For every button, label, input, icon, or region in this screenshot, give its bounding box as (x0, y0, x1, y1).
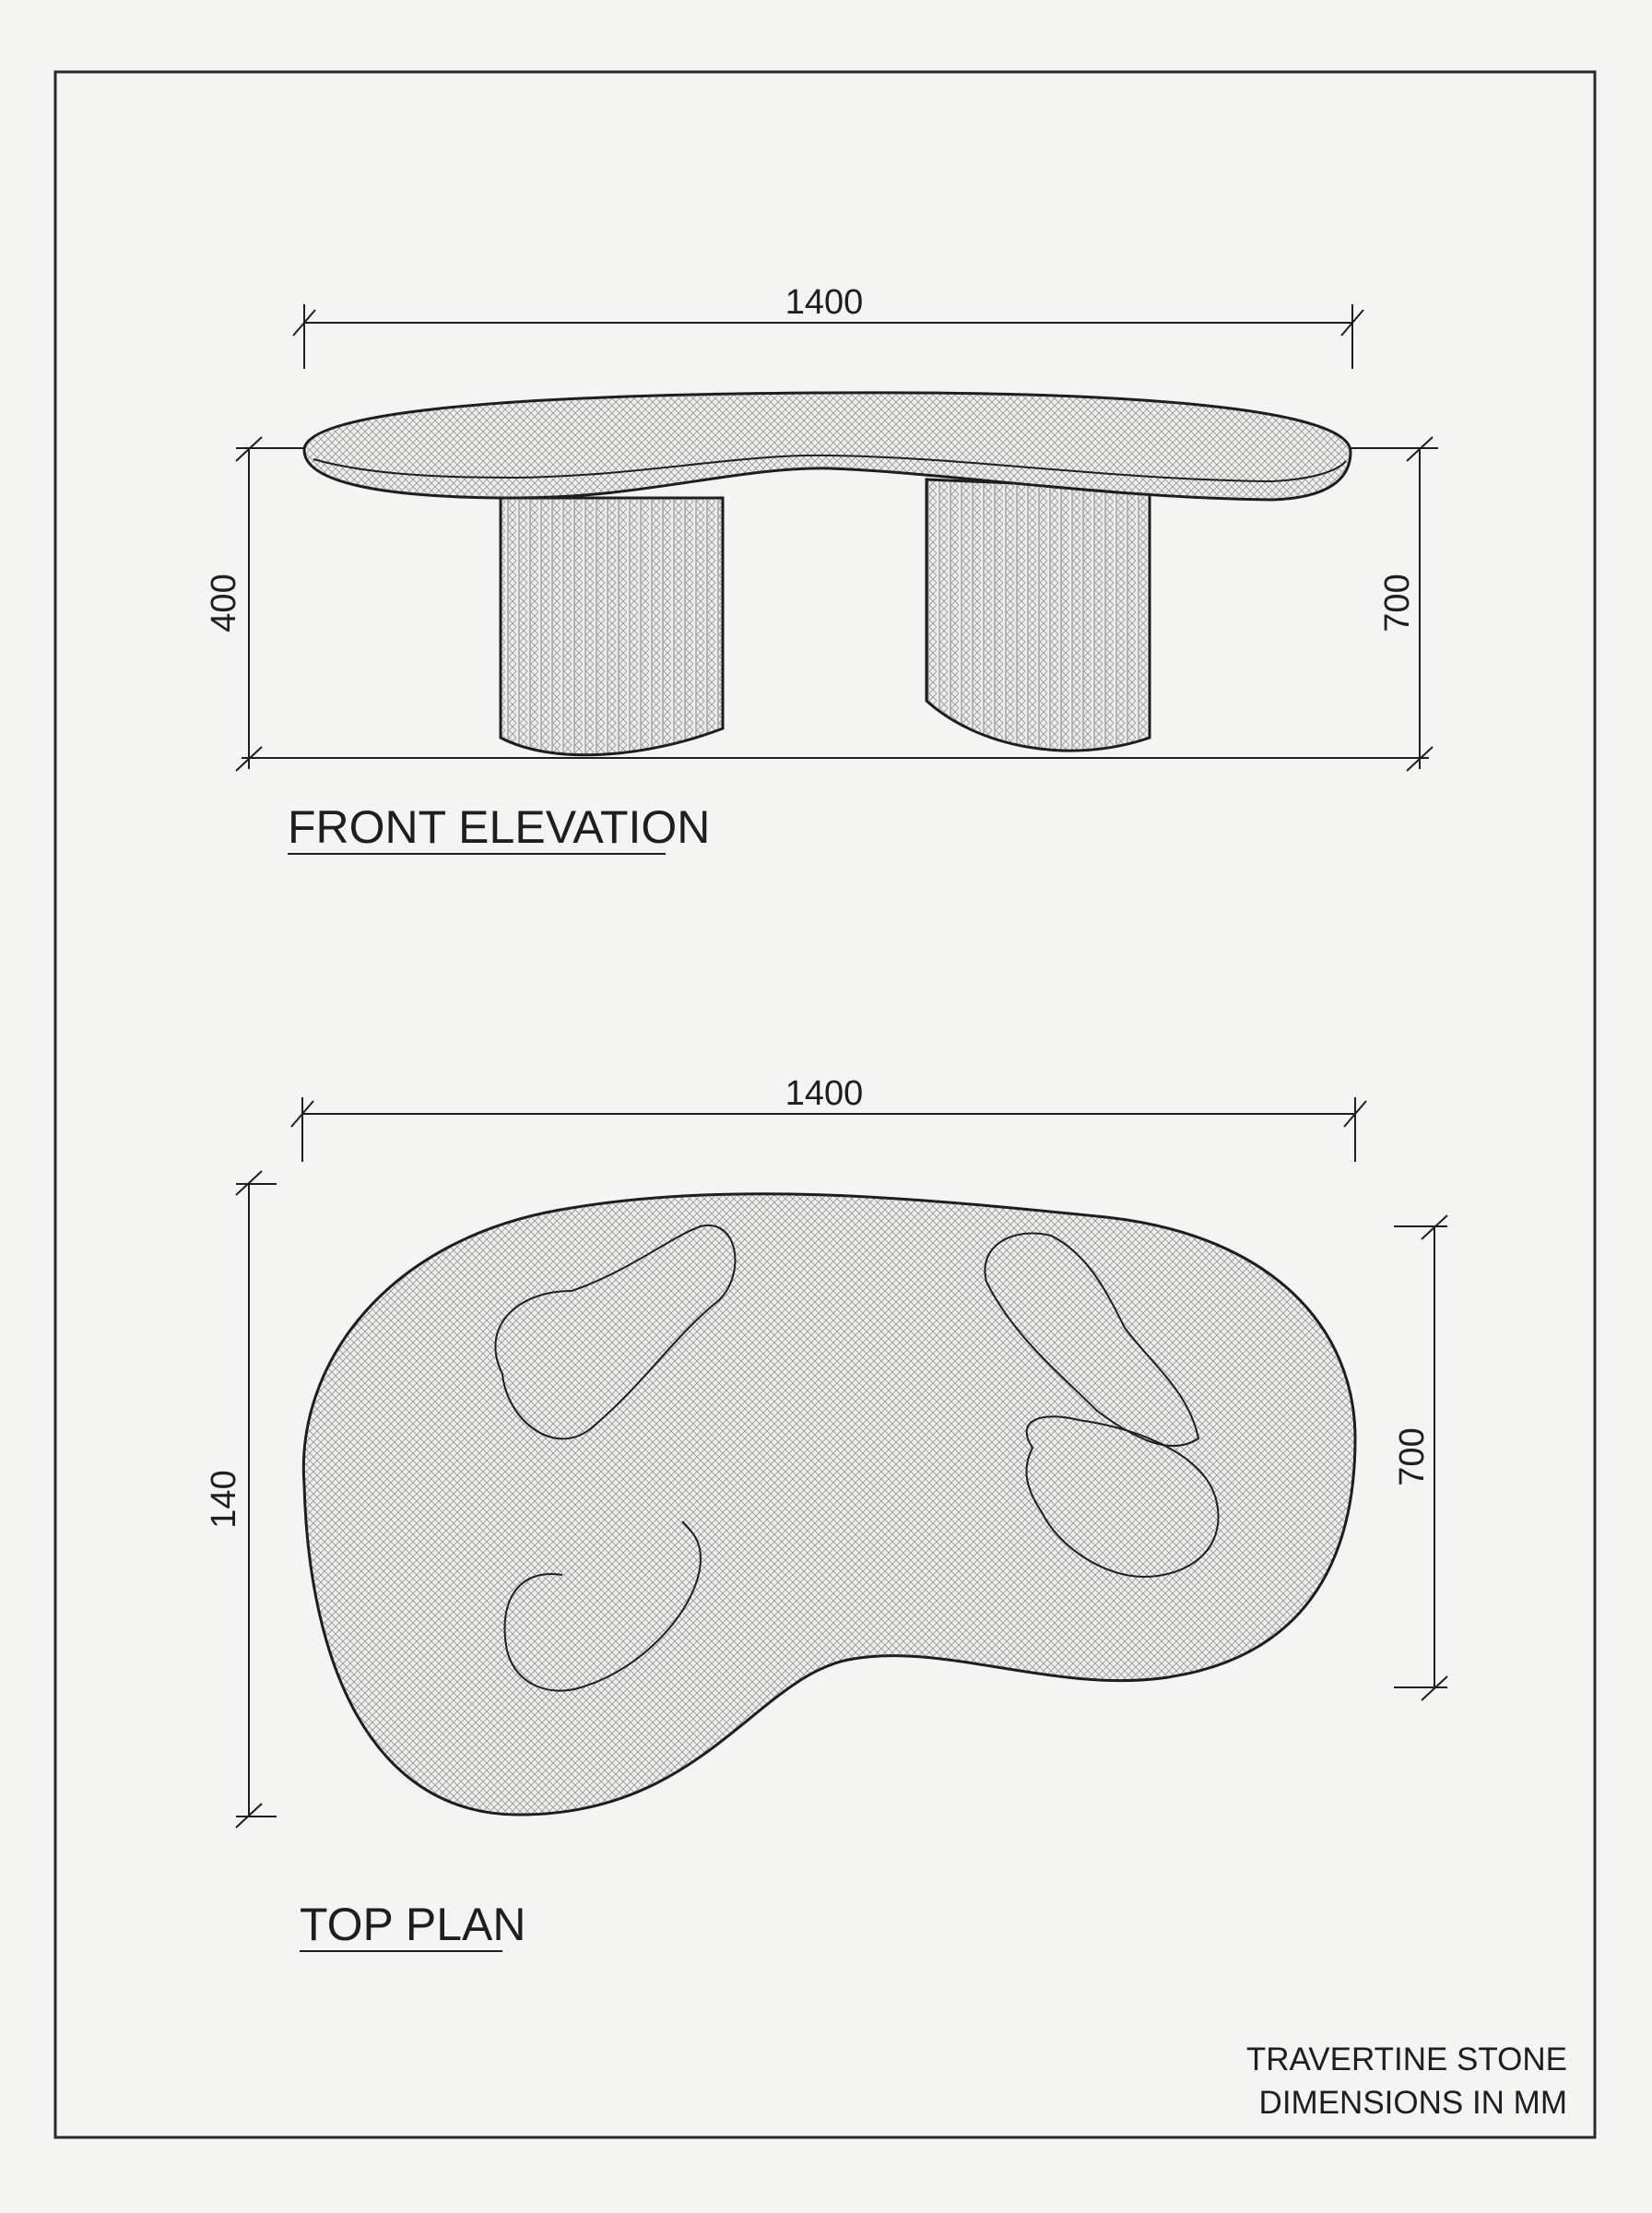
plan-left-depth-label: 140 (205, 1470, 243, 1529)
front-elevation-title: FRONT ELEVATION (288, 801, 711, 853)
top-plan (205, 1074, 1447, 1951)
left-pedestal-leg (501, 498, 723, 755)
material-note: TRAVERTINE STONE (1245, 2041, 1567, 2077)
right-pedestal-leg (926, 479, 1150, 751)
front-elevation (205, 283, 1438, 854)
elevation-table-top (304, 393, 1351, 500)
plan-table-top (303, 1194, 1355, 1815)
elevation-width-label: 1400 (785, 283, 864, 322)
elevation-left-height-label: 400 (205, 574, 243, 633)
plan-right-depth-label: 700 (1393, 1427, 1432, 1486)
units-note: DIMENSIONS IN MM (1258, 2085, 1567, 2121)
elevation-right-height-label: 700 (1378, 574, 1417, 633)
plan-width-label: 1400 (785, 1074, 864, 1113)
elevation-left-height-dimension (236, 437, 304, 771)
top-plan-title: TOP PLAN (300, 1899, 526, 1950)
